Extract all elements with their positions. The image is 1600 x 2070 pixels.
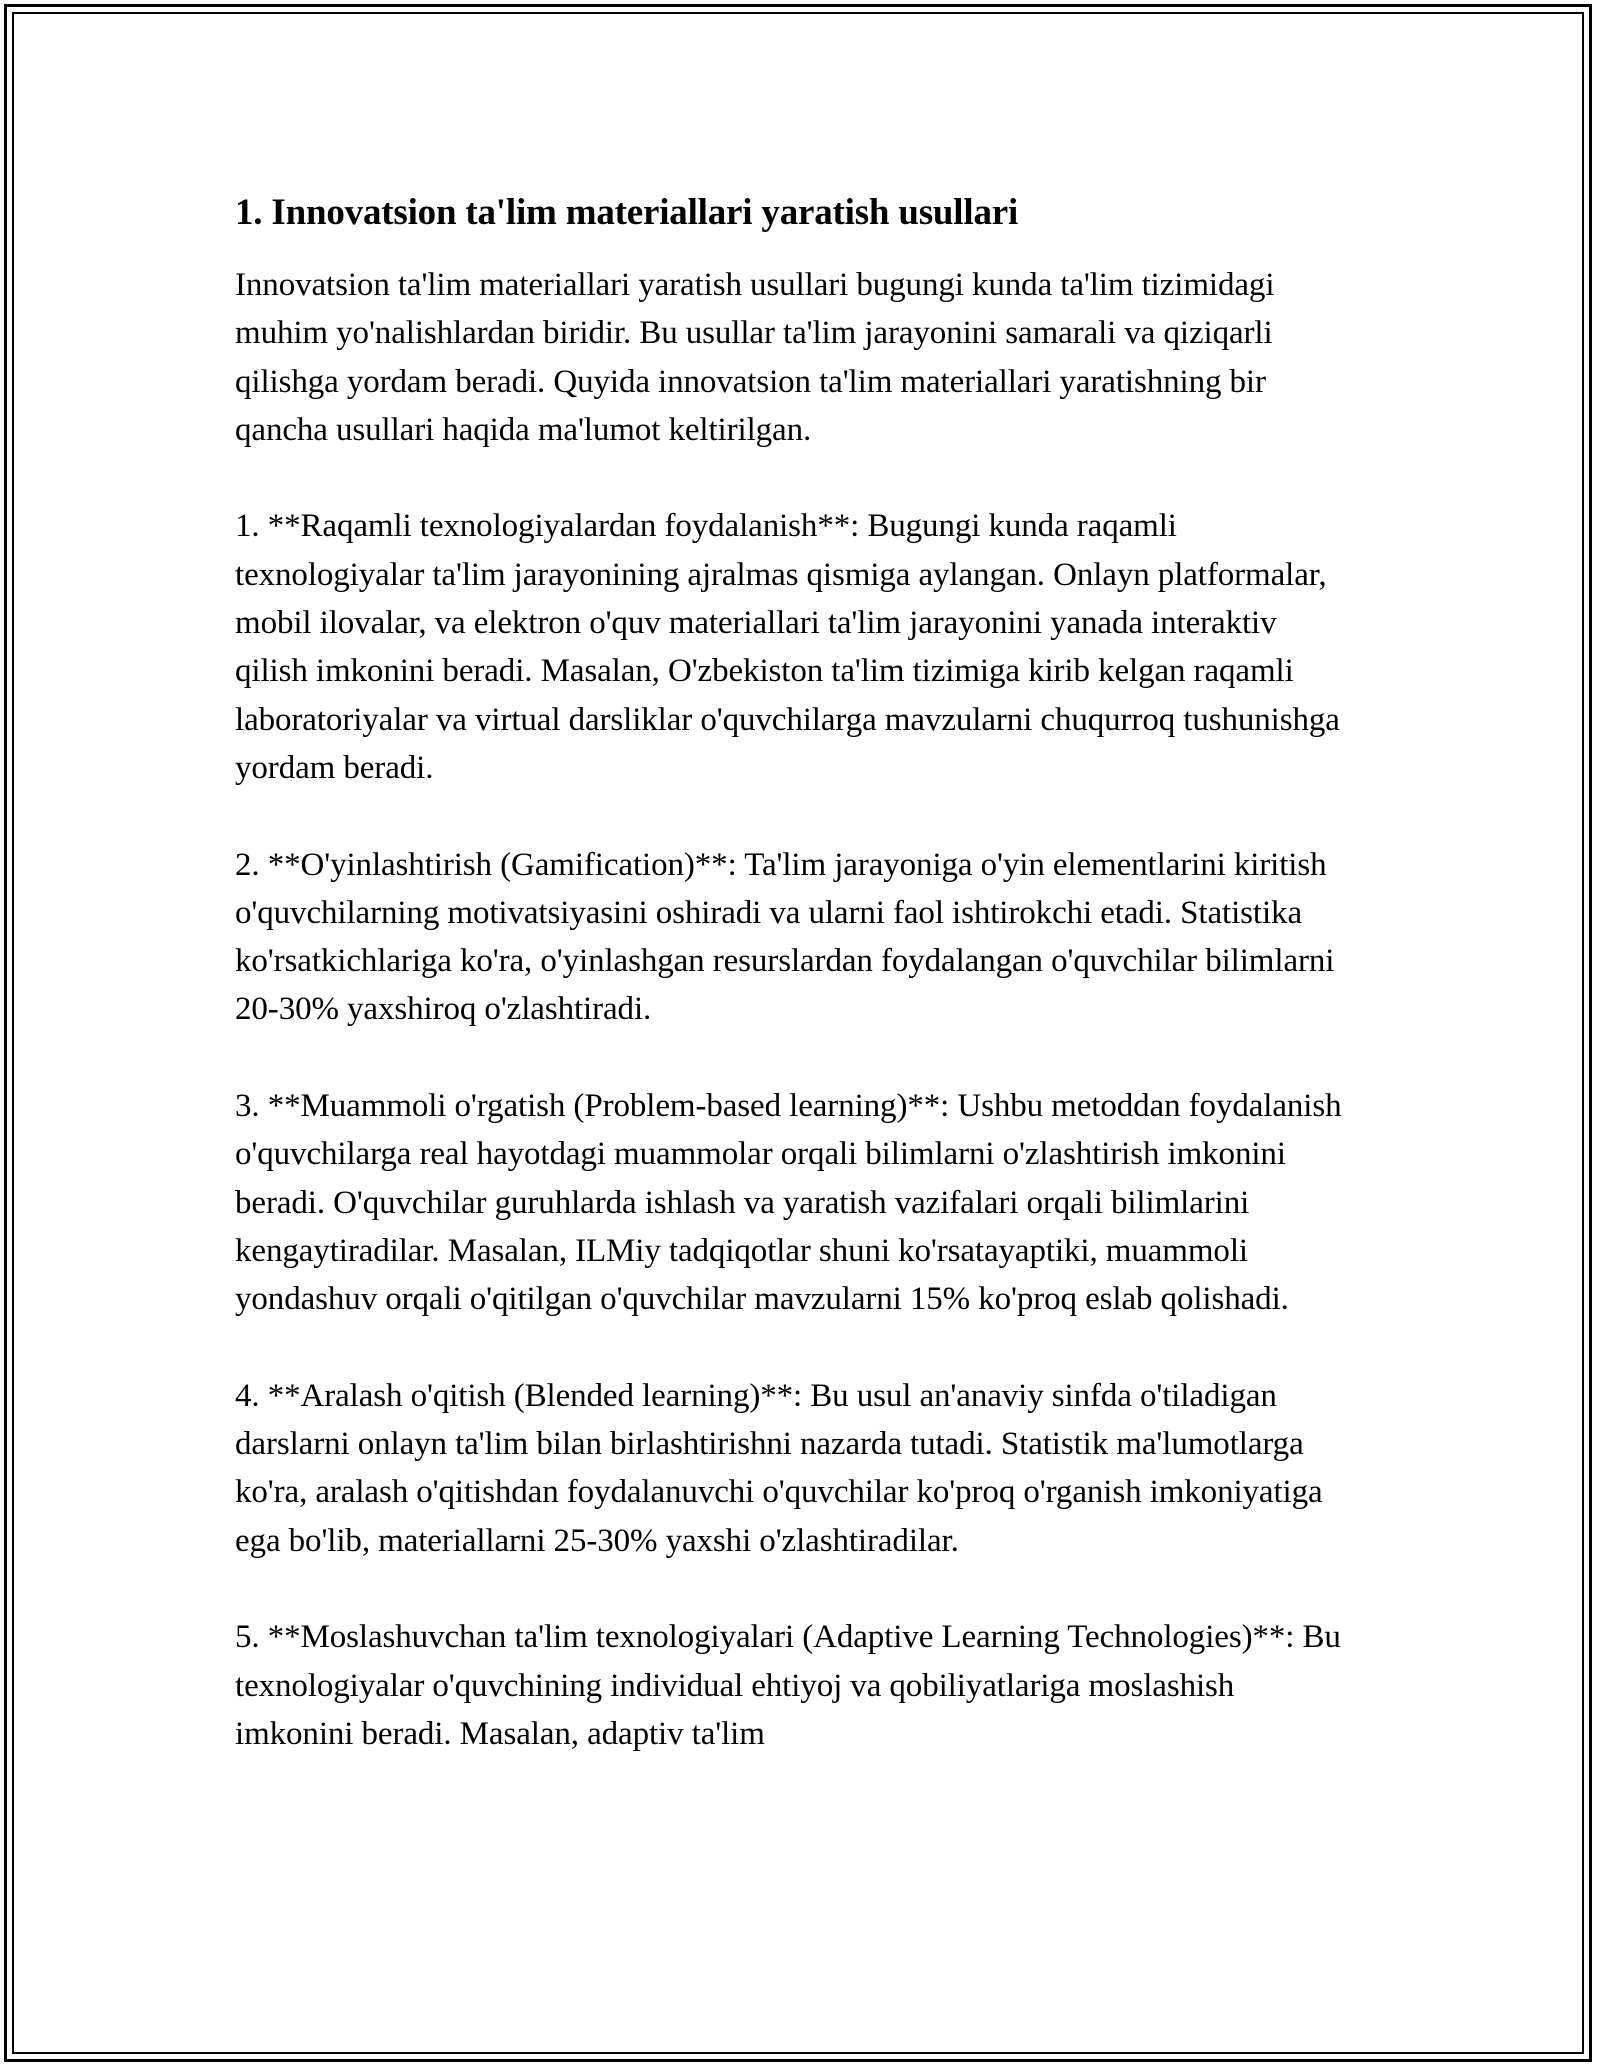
list-item-4: 4. **Aralash o'qitish (Blended learning)**: Bu usul an'anaviy sinfda o'tiladigan darslarni onlayn ta'lim bilan birlashtirishni nazarda tutadi. Statistik ma'lumotlarga ko'ra, aralash o'qitishdan foydalanuvchi o'quvchilar ko'proq o'rganish imkoniyatiga ega bo'lib, materiallarni 25-30% yaxshi o'zlashtiradilar.: [235, 1377, 1323, 1559]
document-body: [235, 189, 1355, 1758]
section-heading: 1. Innovatsion ta'lim materiallari yaratish usullari: [235, 192, 1019, 233]
paragraph-spacer: [235, 1324, 1355, 1372]
list-item-1: 1. **Raqamli texnologiyalardan foydalanish**: Bugungi kunda raqamli texnologiyalar ta'lim jarayonining ajralmas qismiga aylangan. Onlayn platformalar, mobil ilovalar, va elektron o'quv materiallari ta'lim jarayonini yanada interaktiv qilish imkonini beradi. Masalan, O'zbekiston ta'lim tizimiga kirib kelgan raqamli laboratoriyalar va virtual darsliklar o'quvchilarga mavzularni chuqurroq tushunishga yordam beradi.: [235, 508, 1340, 786]
list-item-5: 5. **Moslashuvchan ta'lim texnologiyalari (Adaptive Learning Technologies)**: Bu texnologiyalar o'quvchining individual ehtiyoj va qobiliyatlariga moslashish imkonini beradi. Masalan, adaptiv ta'lim: [235, 1619, 1341, 1752]
paragraph-spacer: [235, 1034, 1355, 1082]
paragraph-spacer: [235, 792, 1355, 840]
list-item-2: 2. **O'yinlashtirish (Gamification)**: Ta'lim jarayoniga o'yin elementlarini kiritish o'quvchilarning motivatsiyasini oshiradi va ularni faol ishtirokchi etadi. Statistika ko'rsatkichlariga ko'ra, o'yinlashgan resurslardan foydalangan o'quvchilar bilimlarni 20-30% yaxshiroq o'zlashtiradi.: [235, 846, 1335, 1028]
paragraph-spacer: [235, 454, 1355, 502]
intro-paragraph: Innovatsion ta'lim materiallari yaratish usullari bugungi kunda ta'lim tizimidagi muhim yo'nalishlardan biridir. Bu usullar ta'lim jarayonini samarali va qiziqarli qilishga yordam beradi. Quyida innovatsion ta'lim materiallari yaratishning bir qancha usullari haqida ma'lumot keltirilgan.: [235, 267, 1275, 448]
paragraph-spacer: [235, 1565, 1355, 1613]
list-item-3: 3. **Muammoli o'rgatish (Problem-based learning)**: Ushbu metoddan foydalanish o'quvchilarga real hayotdagi muammolar orqali bilimlarni o'zlashtirish imkonini beradi. O'quvchilar guruhlarda ishlash va yaratish vazifalari orqali bilimlarini kengaytiradilar. Masalan, ILMiy tadqiqotlar shuni ko'rsatayaptiki, muammoli yondashuv orqali o'qitilgan o'quvchilar mavzularni 15% ko'proq eslab qolishadi.: [235, 1088, 1342, 1318]
